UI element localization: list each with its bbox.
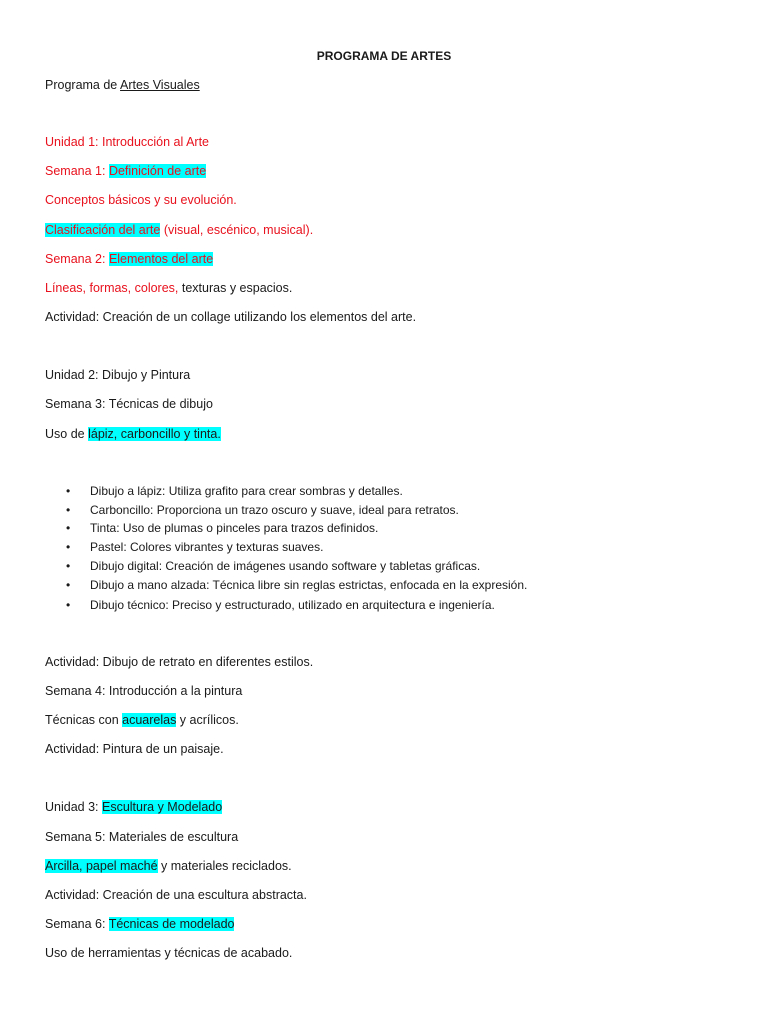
classification-highlight: Clasificación del arte: [45, 223, 161, 237]
painting-techniques-line: [45, 712, 239, 728]
week6-line: [45, 916, 234, 932]
classification-rest: (visual, escénico, musical).: [160, 223, 314, 237]
week2-line: [45, 251, 213, 267]
unit1-activity: Actividad: Creación de un collage utilizando los elementos del arte.: [45, 310, 417, 324]
week6-prefix: Semana 6:: [45, 917, 109, 931]
elements-rest: texturas y espacios.: [178, 281, 293, 295]
techniques-prefix: Técnicas con: [45, 713, 123, 727]
subtitle-link[interactable]: Artes Visuales: [120, 78, 200, 92]
unit1-heading: Unidad 1: Introducción al Arte: [45, 135, 209, 149]
elements-red: Líneas, formas, colores,: [45, 281, 179, 295]
subtitle-prefix: Programa de: [45, 78, 121, 92]
unit3-heading: [45, 799, 222, 815]
techniques-highlight: acuarelas: [122, 713, 177, 727]
classification-line: [45, 222, 313, 238]
materials-rest: y materiales reciclados.: [157, 859, 292, 873]
list-item-text: Dibujo digital: Creación de imágenes usando software y tabletas gráficas.: [90, 559, 481, 573]
unit2-activity: Actividad: Dibujo de retrato en diferentes estilos.: [45, 655, 314, 669]
list-item-text: Dibujo a mano alzada: Técnica libre sin reglas estrictas, enfocada en la expresión.: [90, 578, 528, 592]
list-item-text: Pastel: Colores vibrantes y texturas suaves.: [90, 540, 324, 554]
bullet-icon: •: [66, 521, 71, 535]
unit2-heading: Unidad 2: Dibujo y Pintura: [45, 368, 191, 382]
list-item-text: Tinta: Uso de plumas o pinceles para trazos definidos.: [90, 521, 379, 535]
bullet-icon: •: [66, 503, 71, 517]
tools-line: Uso de herramientas y técnicas de acabado.: [45, 946, 293, 960]
bullet-icon: •: [66, 559, 71, 573]
week1-line: [45, 163, 206, 179]
unit3-activity: Actividad: Creación de una escultura abstracta.: [45, 888, 307, 902]
elements-line: [45, 280, 292, 296]
unit3-prefix: Unidad 3:: [45, 800, 102, 814]
list-item-text: Dibujo a lápiz: Utiliza grafito para crear sombras y detalles.: [90, 484, 403, 498]
week3-line: Semana 3: Técnicas de dibujo: [45, 397, 213, 411]
uses-line: [45, 426, 221, 442]
week4-line: Semana 4: Introducción a la pintura: [45, 684, 243, 698]
list-item-text: Carboncillo: Proporciona un trazo oscuro y suave, ideal para retratos.: [90, 503, 459, 517]
materials-line: [45, 858, 292, 874]
materials-highlight: Arcilla, papel maché: [45, 859, 158, 873]
week1-prefix: Semana 1:: [45, 164, 109, 178]
program-subtitle: [45, 77, 200, 93]
bullet-icon: •: [66, 598, 71, 612]
document-title: PROGRAMA DE ARTES: [316, 49, 452, 63]
bullet-icon: •: [66, 540, 71, 554]
techniques-rest: y acrílicos.: [176, 713, 239, 727]
list-item-text: Dibujo técnico: Preciso y estructurado, utilizado en arquitectura e ingeniería.: [90, 598, 495, 612]
uses-prefix: Uso de: [45, 427, 89, 441]
week2-prefix: Semana 2:: [45, 252, 109, 266]
week5-line: Semana 5: Materiales de escultura: [45, 830, 239, 844]
week6-highlight: Técnicas de modelado: [108, 917, 235, 931]
bullet-icon: •: [66, 578, 71, 592]
week1-title: Definición de arte: [108, 164, 207, 178]
week2-title: Elementos del arte: [108, 252, 214, 266]
unit2-activity2: Actividad: Pintura de un paisaje.: [45, 742, 224, 756]
uses-highlight: lápiz, carboncillo y tinta.: [88, 427, 221, 441]
unit3-highlight: Escultura y Modelado: [101, 800, 223, 814]
concepts-line: Conceptos básicos y su evolución.: [45, 193, 237, 207]
bullet-icon: •: [66, 484, 71, 498]
